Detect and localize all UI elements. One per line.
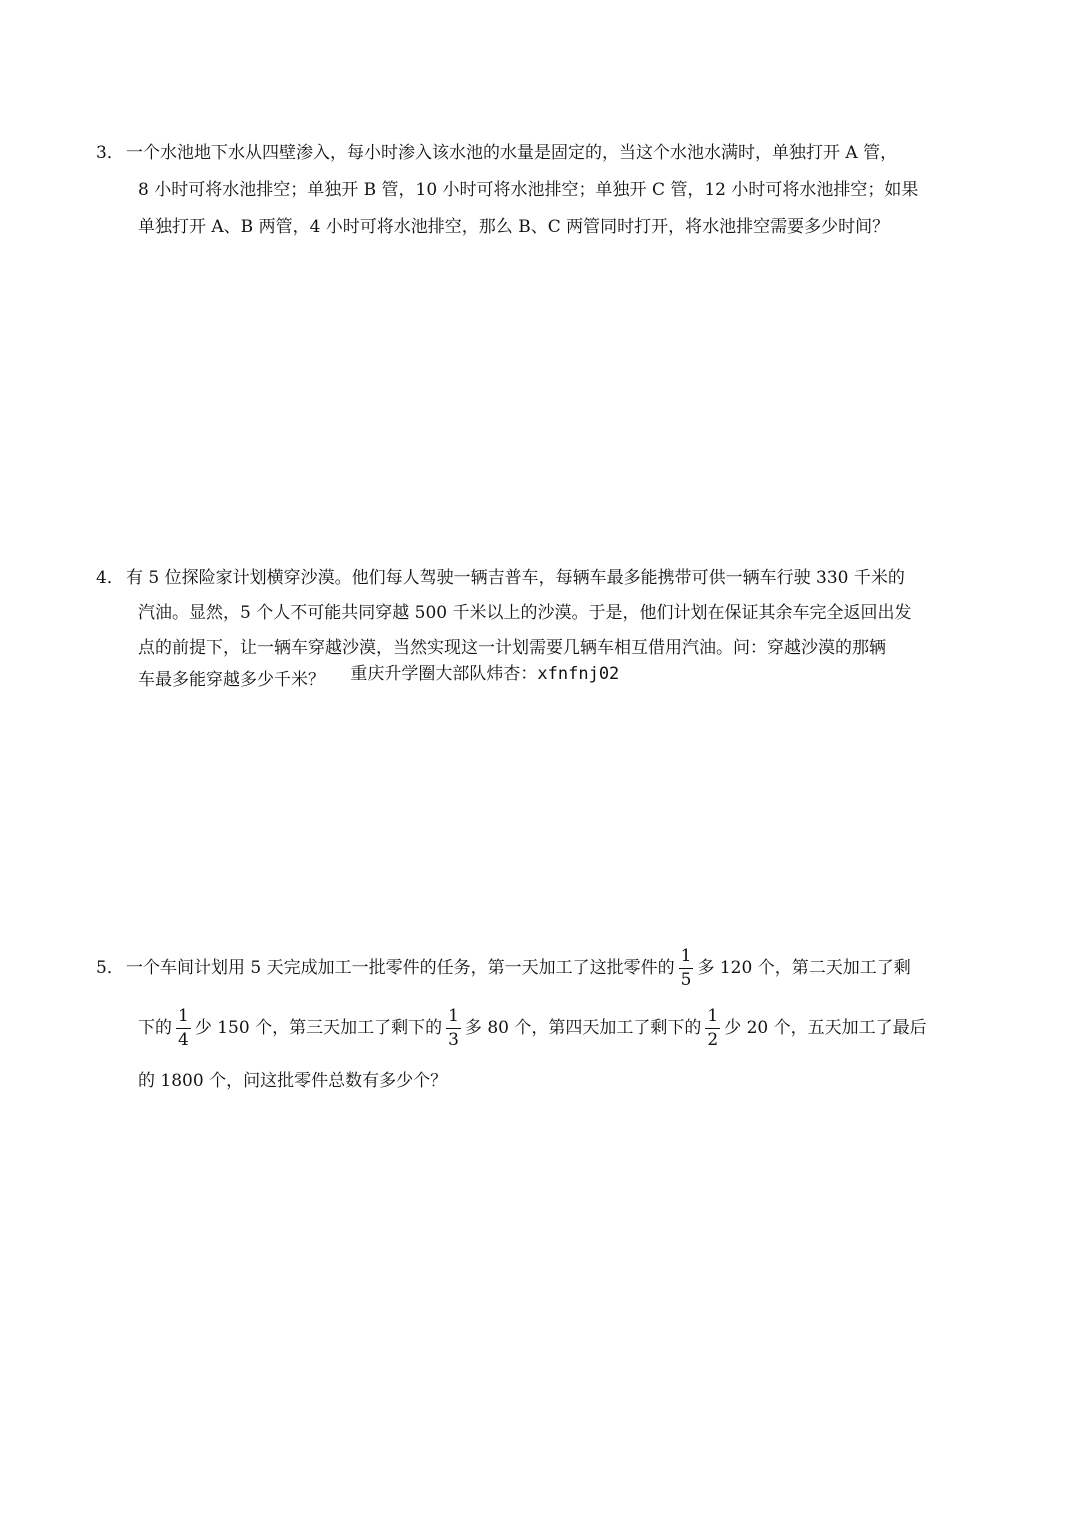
- problem-text: 下的: [138, 1018, 172, 1038]
- problem-number: 3．: [96, 143, 124, 163]
- fraction-one-fifth: $\frac{1}{5}$: [680, 946, 692, 990]
- problem-text: 少 20 个，五天加工了最后: [724, 1018, 927, 1038]
- problem-text-line: 的 1800 个，问这批零件总数有多少个？: [138, 1071, 448, 1091]
- problem-text-line: 汽油。显然，5 个人不可能共同穿越 500 千米以上的沙漠。于是，他们计划在保证其余车完全返回出发: [138, 603, 912, 623]
- problem-text-line: 有 5 位探险家计划横穿沙漠。他们每人驾驶一辆吉普车，每辆车最多能携带可供一辆车行驶 330 千米的: [126, 568, 905, 588]
- problem-text-line: 车最多能穿越多少千米？: [138, 670, 325, 690]
- problem-number: 5．: [96, 958, 124, 978]
- fraction-one-half: $\frac{1}{2}$: [707, 1006, 719, 1050]
- problem-number: 4．: [96, 568, 124, 588]
- problem-text: 少 150 个，第三天加工了剩下的: [194, 1018, 443, 1038]
- problem-text-line: 8 小时可将水池排空；单独开 B 管，10 小时可将水池排空；单独开 C 管，12 小时可将水池排空；如果: [138, 180, 919, 200]
- problem-text: 一个车间计划用 5 天完成加工一批零件的任务，第一天加工了这批零件的: [126, 958, 675, 978]
- problem-text: 多 120 个，第二天加工了剩: [697, 958, 911, 978]
- fraction-one-third: $\frac{1}{3}$: [448, 1006, 459, 1050]
- problem-text-line: 单独打开 A、B 两管，4 小时可将水池排空，那么 B、C 两管同时打开，将水池排空需要多少时间？: [138, 217, 890, 237]
- problem-text-line: 一个水池地下水从四壁渗入，每小时渗入该水池的水量是固定的，当这个水池水满时，单独打开 A 管，: [126, 143, 898, 163]
- problem-text-line: 点的前提下，让一辆车穿越沙漠，当然实现这一计划需要几辆车相互借用汽油。问：穿越沙漠的那辆: [138, 638, 886, 658]
- problem-text: 多 80 个，第四天加工了剩下的: [464, 1018, 702, 1038]
- watermark-text: 重庆升学圈大部队炜杏：xfnfnj02: [350, 664, 620, 684]
- fraction-one-fourth: $\frac{1}{4}$: [178, 1006, 189, 1050]
